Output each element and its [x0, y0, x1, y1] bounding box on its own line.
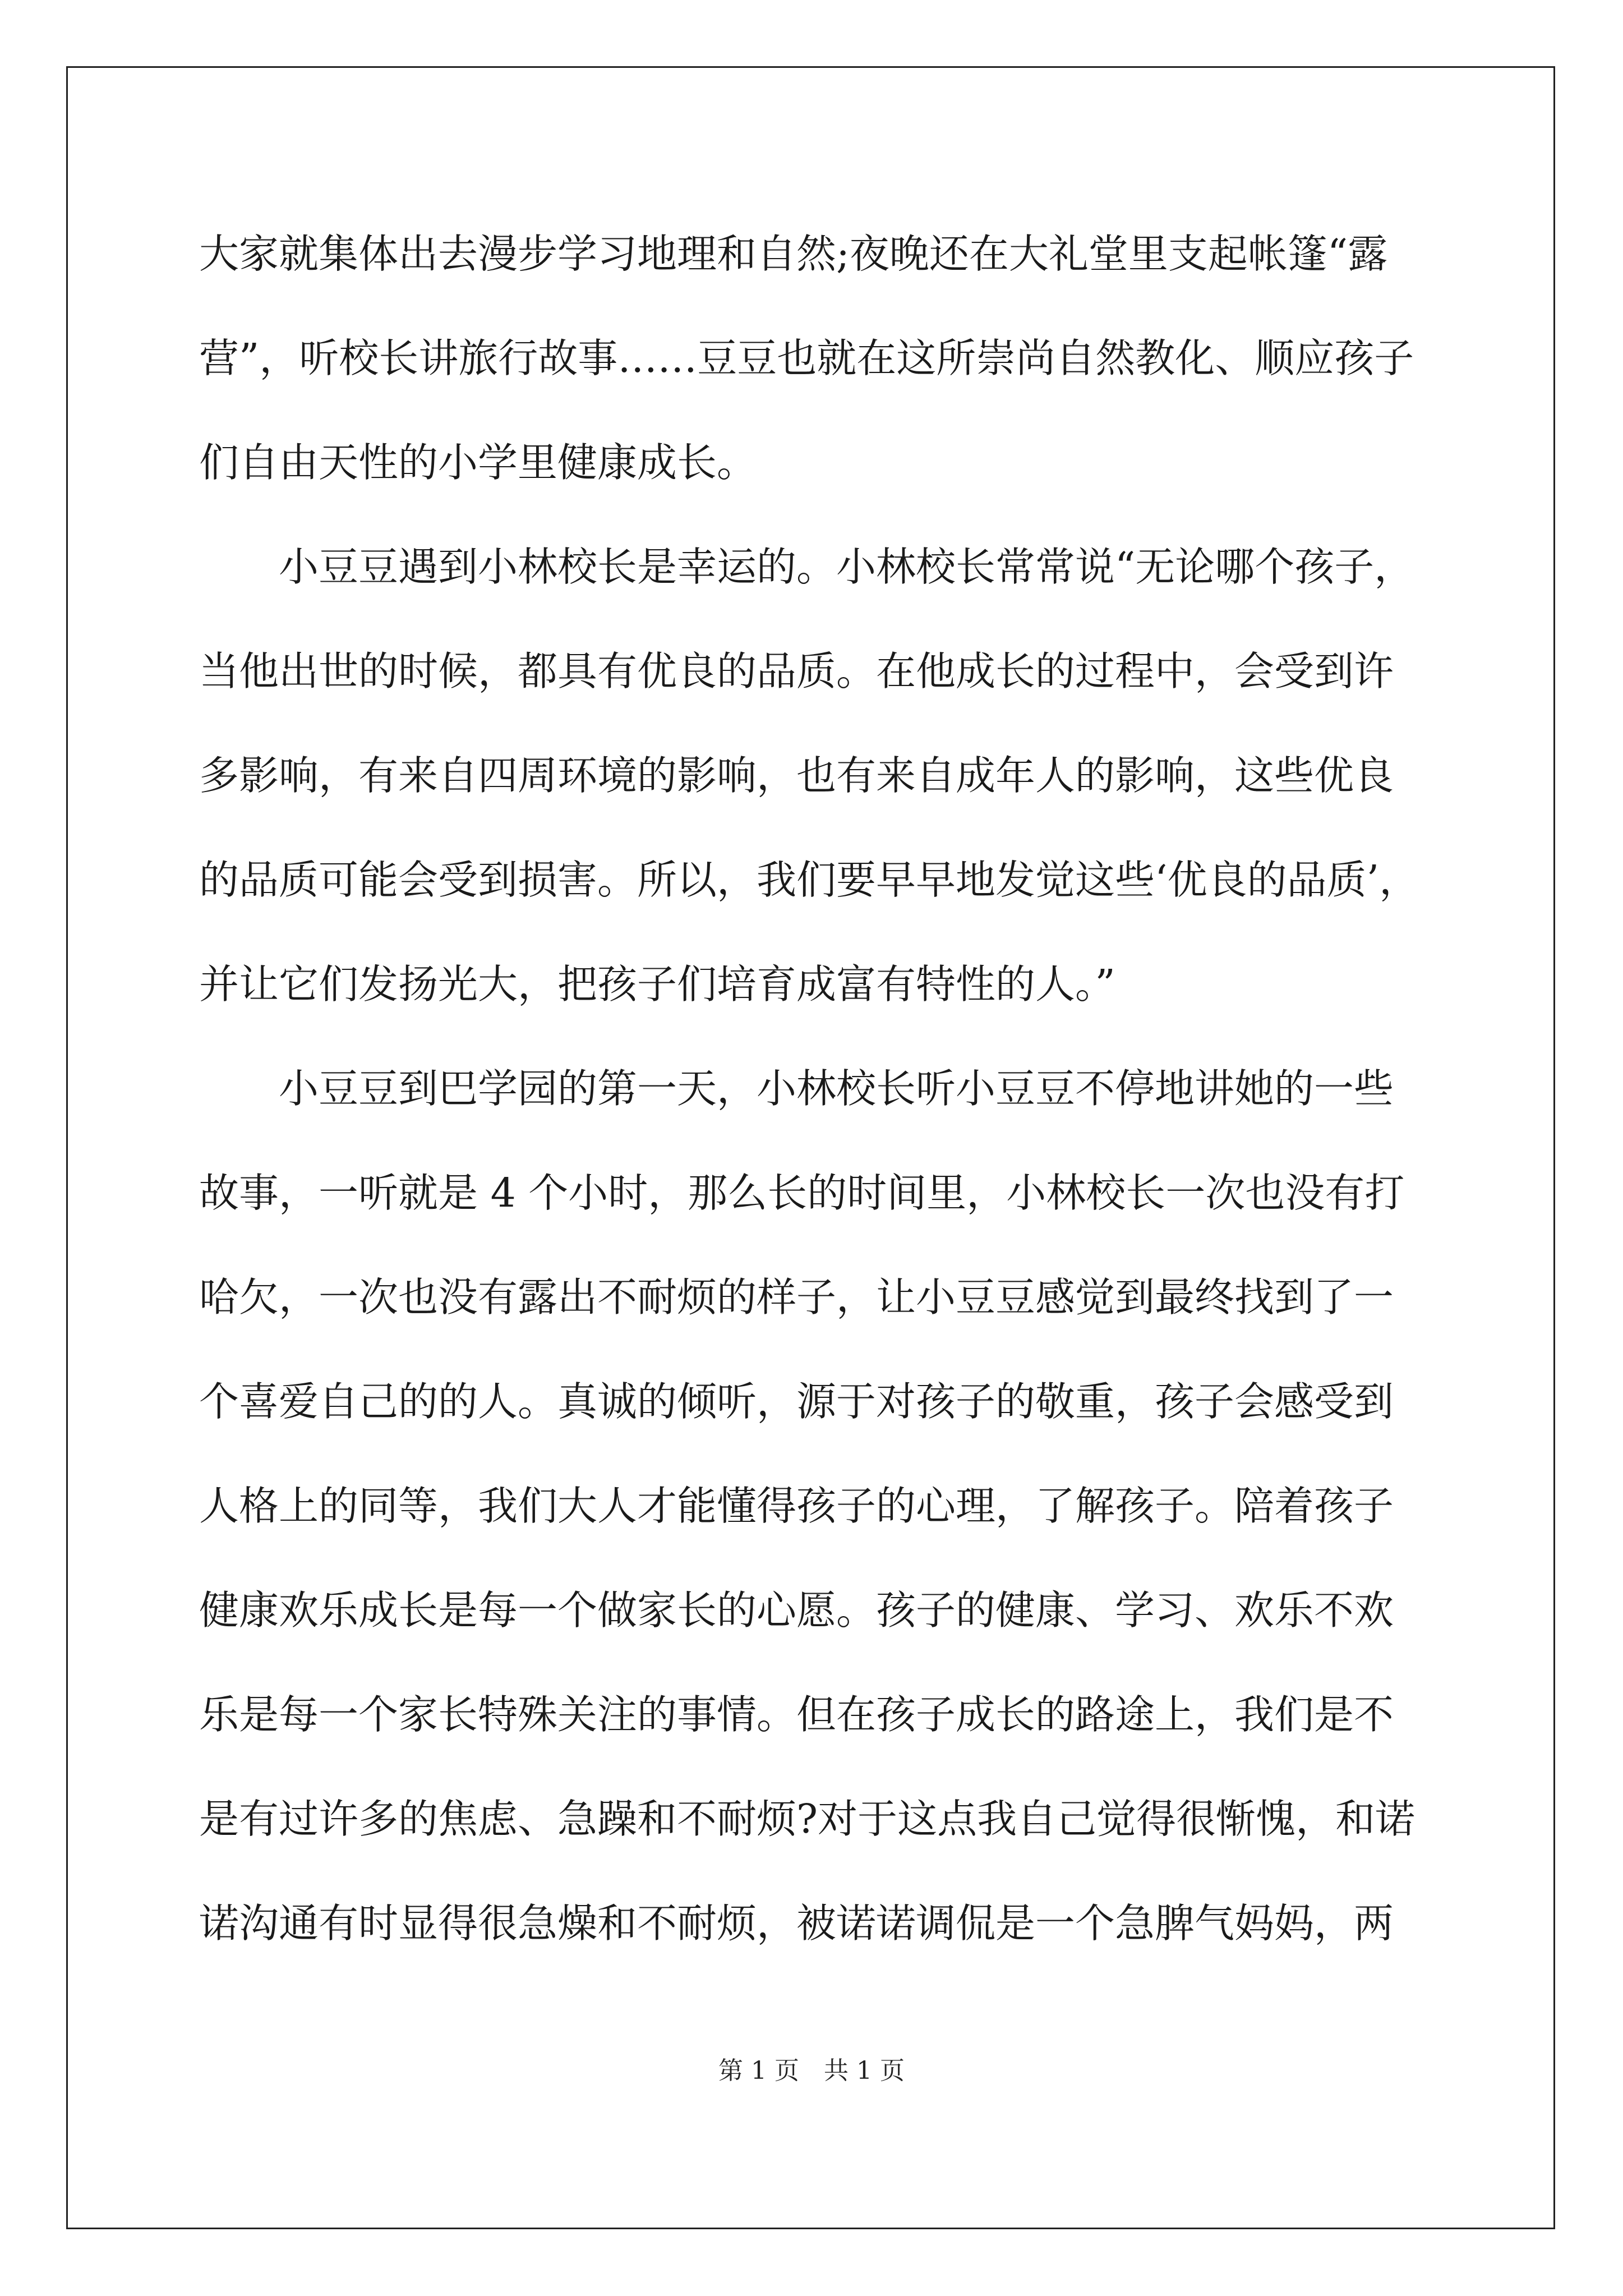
page-footer: 第 1 页 共 1 页 — [718, 2056, 905, 2085]
text-line: 大家就集体出去漫步学习地理和自然;夜晚还在大礼堂里支起帐篷“露 — [199, 231, 1388, 277]
text-line: 并让它们发扬光大，把孩子们培育成富有特性的人。” — [199, 961, 1115, 1007]
text-line: 诺沟通有时显得很急燥和不耐烦，被诺诺调侃是一个急脾气妈妈，两 — [199, 1900, 1394, 1947]
text-line: 哈欠，一次也没有露出不耐烦的样子，让小豆豆感觉到最终找到了一 — [199, 1274, 1394, 1320]
paragraph-start-line: 小豆豆到巴学园的第一天，小林校长听小豆豆不停地讲她的一些 — [279, 1065, 1394, 1112]
text-line: 们自由天性的小学里健康成长。 — [199, 439, 757, 486]
text-line: 个喜爱自己的的人。真诚的倾听，源于对孩子的敬重，孩子会感受到 — [199, 1378, 1394, 1425]
text-line: 当他出世的时候，都具有优良的品质。在他成长的过程中，会受到许 — [199, 648, 1394, 694]
text-line: 的品质可能会受到损害。所以，我们要早早地发觉这些‘优良的品质’， — [199, 857, 1419, 903]
text-line: 是有过许多的焦虑、急躁和不耐烦?对于这点我自己觉得很惭愧，和诺 — [199, 1796, 1415, 1842]
text-line: 故事，一听就是 4 个小时，那么长的时间里，小林校长一次也没有打 — [199, 1170, 1405, 1216]
paragraph-start-line: 小豆豆遇到小林校长是幸运的。小林校长常常说“无论哪个孩子， — [279, 544, 1414, 590]
text-line: 多影响，有来自四周环境的影响，也有来自成年人的影响，这些优良 — [199, 752, 1394, 799]
text-line: 营”，听校长讲旅行故事……豆豆也就在这所崇尚自然教化、顺应孩子 — [199, 335, 1414, 381]
text-line: 人格上的同等，我们大人才能懂得孩子的心理，了解孩子。陪着孩子 — [199, 1483, 1394, 1529]
document-body — [199, 202, 1455, 1976]
text-line: 乐是每一个家长特殊关注的事情。但在孩子成长的路途上，我们是不 — [199, 1691, 1394, 1738]
text-line: 健康欢乐成长是每一个做家长的心愿。孩子的健康、学习、欢乐不欢 — [199, 1587, 1394, 1634]
